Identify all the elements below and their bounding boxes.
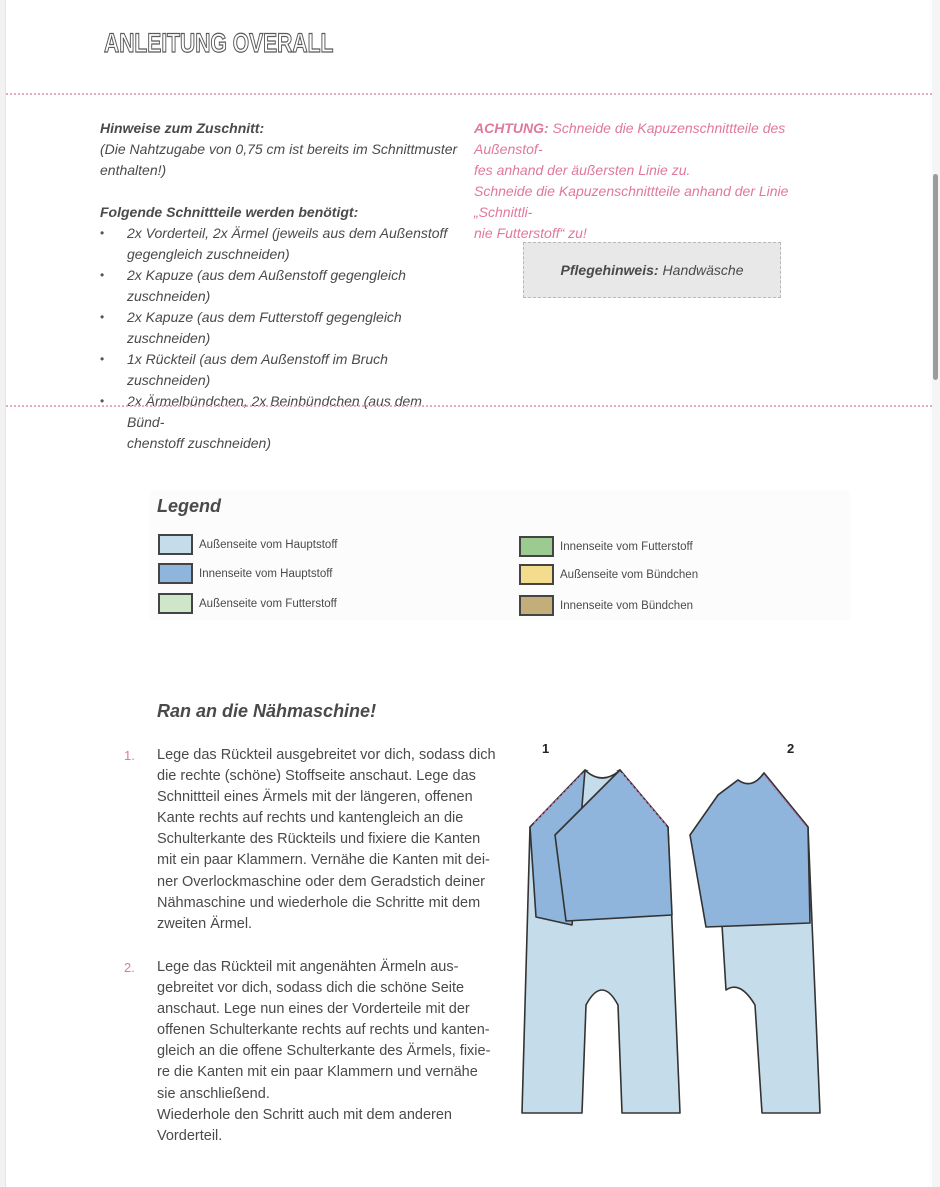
legend-title: Legend [157, 496, 222, 516]
divider-middle [6, 405, 932, 407]
list-item-text: chenstoff zuschneiden) [127, 435, 271, 451]
list-item [100, 391, 460, 454]
page-edge [0, 0, 6, 1187]
legend-label: Außenseite vom Futterstoff [199, 597, 337, 610]
step-line: anschaut. Lege nun eines der Vorderteile mit der [157, 1001, 470, 1018]
cutting-notes [100, 118, 460, 454]
figure-label-2: 2 [787, 741, 795, 756]
warning-text: Schneide die Kapuzenschnittteile des Außenstof- [474, 120, 786, 157]
step-line: Wiederhole den Schritt auch mit dem anderen [157, 1106, 452, 1123]
step-number: 2. [124, 960, 135, 975]
step-line: Lege das Rückteil mit angenähten Ärmeln aus- [157, 959, 459, 975]
legend-item [519, 536, 693, 557]
step-2 [100, 957, 500, 1147]
legend-swatch [519, 564, 554, 585]
legend-item [519, 564, 698, 585]
seam-note-line: enthalten!) [100, 162, 167, 178]
step-number: 1. [124, 748, 135, 763]
figure-label-1: 1 [542, 741, 550, 756]
step-line: offenen Schulterkante rechts auf rechts und kanten- [157, 1022, 490, 1039]
sewing-illustration [500, 735, 840, 1135]
list-item [100, 223, 460, 265]
legend-swatch [158, 534, 193, 555]
figure-1-back-piece [522, 770, 680, 1113]
warning-label: ACHTUNG: [474, 120, 549, 136]
legend-label: Außenseite vom Hauptstoff [199, 538, 338, 551]
warning-text: Schneide die Kapuzenschnittteile anhand der Linie „Schnittli- [474, 183, 789, 220]
step-line: Schnittteil eines Ärmels mit der längeren, offenen [157, 789, 473, 806]
legend-swatch [519, 595, 554, 616]
step-text [157, 957, 497, 1147]
list-item-text: • 2x Kapuze (aus dem Futterstoff gegengleich zuschneiden) [127, 309, 402, 346]
legend-item [158, 534, 338, 555]
care-value: Handwäsche [662, 262, 744, 278]
step-text [157, 745, 497, 935]
section-title: Ran an die Nähmaschine! [157, 701, 377, 721]
step-line: gleich an die offene Schulterkante des Ärmels, fixie- [157, 1043, 491, 1060]
divider-top [6, 93, 932, 95]
figure-2-front-piece [690, 773, 820, 1113]
legend-swatch [158, 593, 193, 614]
step-line: ner Overlockmaschine oder dem Geradstich deiner [157, 873, 486, 890]
list-item-text: • 2x Kapuze (aus dem Außenstoff gegengleich zuschneiden) [127, 267, 406, 304]
step-line: sie anschließend. [157, 1085, 270, 1102]
legend-swatch [519, 536, 554, 557]
step-1 [100, 745, 500, 935]
document-title: ANLEITUNG OVERALL [104, 28, 334, 58]
list-item-text: gegengleich zuschneiden) [127, 246, 290, 262]
step-line: Lege das Rückteil ausgebreitet vor dich, sodass dich [157, 747, 496, 763]
pieces-heading: Folgende Schnittteile werden benötigt: [100, 204, 359, 220]
step-line: die rechte (schöne) Stoffseite anschaut. Lege das [157, 768, 476, 785]
legend-label: Innenseite vom Hauptstoff [199, 567, 333, 580]
list-item-text: • 2x Vorderteil, 2x Ärmel (jeweils aus dem Außenstoff [127, 225, 448, 241]
legend-item [519, 595, 693, 616]
legend-label: Innenseite vom Futterstoff [560, 540, 693, 553]
cutting-notes-heading: Hinweise zum Zuschnitt: [100, 120, 265, 136]
warning-text: fes anhand der äußersten Linie zu. [474, 162, 691, 178]
step-line: Schulterkante des Rückteils und fixiere die Kanten [157, 831, 481, 848]
legend-item [158, 593, 337, 614]
warning-text: nie Futterstoff“ zu! [474, 225, 587, 241]
legend-item [158, 563, 332, 584]
list-item-text: • 1x Rückteil (aus dem Außenstoff im Bruch zuschneiden) [127, 351, 388, 388]
scrollbar-track[interactable] [932, 0, 940, 1187]
step-line: Nähmaschine und wiederhole die Schritte mit dem [157, 894, 481, 911]
scrollbar-thumb[interactable] [933, 174, 938, 380]
legend-label: Innenseite vom Bündchen [560, 599, 693, 612]
step-line: gebreitet vor dich, sodass dich die schöne Seite [157, 980, 465, 997]
step-line: Kante rechts auf rechts und kantengleich an die [157, 810, 464, 827]
warning-note [474, 118, 834, 244]
seam-note-line: (Die Nahtzugabe von 0,75 cm ist bereits im Schnittmuster [100, 141, 458, 157]
overall-diagram [500, 735, 840, 1135]
list-item-text: • 2x Ärmelbündchen, 2x Beinbündchen (aus dem Bünd- [127, 393, 422, 430]
list-item [100, 349, 460, 391]
step-line: Vorderteil. [157, 1127, 223, 1144]
step-line: zweiten Ärmel. [157, 915, 253, 932]
step-line: mit ein paar Klammern. Vernähe die Kanten mit dei- [157, 852, 490, 869]
step-line: re die Kanten mit ein paar Klammern und vernähe [157, 1064, 478, 1081]
care-label: Pflegehinweis: [560, 262, 659, 278]
list-item [100, 265, 460, 307]
care-instructions-box [523, 242, 781, 298]
legend-label: Außenseite vom Bündchen [560, 568, 699, 581]
pieces-list [100, 223, 460, 454]
legend-swatch [158, 563, 193, 584]
list-item [100, 307, 460, 349]
